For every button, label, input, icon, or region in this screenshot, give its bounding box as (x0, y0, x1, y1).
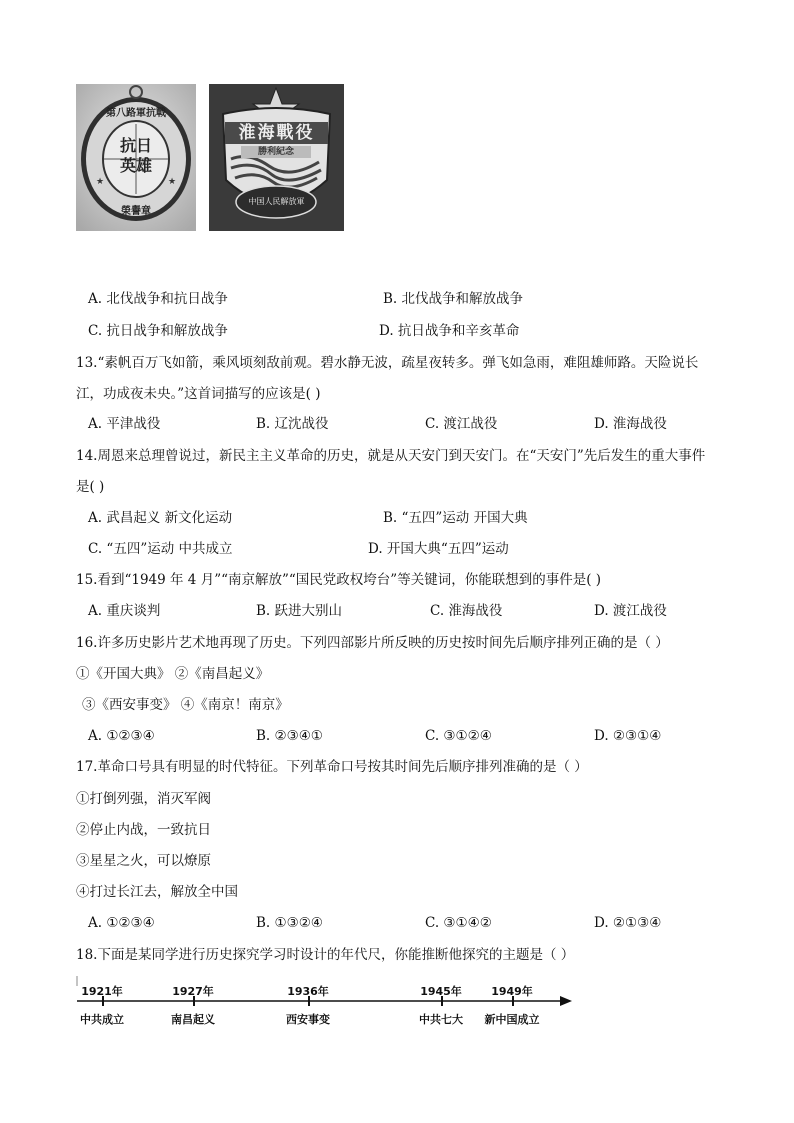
q17-option-b[interactable]: B. ①③②④ (256, 915, 323, 931)
q17-stem: 17.革命口号具有明显的时代特征。下列革命口号按其时间先后顺序排列准确的是（ ） (76, 759, 588, 775)
q16-option-d[interactable]: D. ②③①④ (594, 728, 662, 744)
timeline-event-label: 西安事变 (286, 1013, 330, 1026)
q17-item-3: ③星星之火，可以燎原 (76, 853, 211, 869)
huaihai-campaign-badge-image (209, 84, 344, 231)
badge1-ring-top-text: 第八路軍抗戰 (106, 108, 166, 119)
timeline-year-label: 1936年 (287, 985, 329, 998)
badge2-subtitle-text: 勝利紀念 (241, 146, 311, 158)
timeline-year-label: 1949年 (491, 985, 533, 998)
q14-stem-line2: 是( ) (76, 479, 105, 495)
badge1-ring-bottom-text: 榮譽章 (121, 206, 151, 217)
q14-option-c[interactable]: C. “五四”运动 中共成立 (88, 541, 233, 557)
timeline-year-label: 1921年 (81, 985, 123, 998)
q12-option-c[interactable]: C. 抗日战争和解放战争 (88, 323, 228, 339)
q16-items-line1: ①《开国大典》 ②《南昌起义》 (76, 666, 270, 682)
q17-option-a[interactable]: A. ①②③④ (88, 915, 155, 931)
q18-stem: 18.下面是某同学进行历史探究学习时设计的年代尺，你能推断他探究的主题是（ ） (76, 947, 575, 963)
q16-option-c[interactable]: C. ③①②④ (425, 728, 492, 744)
q12-option-a[interactable]: A. 北伐战争和抗日战争 (88, 291, 228, 307)
q12-option-d[interactable]: D. 抗日战争和辛亥革命 (379, 323, 520, 339)
q15-option-d[interactable]: D. 渡江战役 (594, 603, 667, 619)
badge2-title-text: 淮海戰役 (238, 123, 315, 143)
q17-option-c[interactable]: C. ③①④② (425, 915, 492, 931)
q14-stem-line1: 14.周恩来总理曾说过，新民主主义革命的历史，就是从天安门到天安门。在“天安门”先后发生的重大事件 (76, 448, 706, 464)
q13-option-a[interactable]: A. 平津战役 (88, 416, 161, 432)
q13-option-c[interactable]: C. 渡江战役 (425, 416, 498, 432)
q14-option-d[interactable]: D. 开国大典“五四”运动 (368, 541, 509, 557)
q14-option-a[interactable]: A. 武昌起义 新文化运动 (88, 510, 233, 526)
q17-item-2: ②停止内战，一致抗日 (76, 822, 211, 838)
q16-stem: 16.许多历史影片艺术地再现了历史。下列四部影片所反映的历史按时间先后顺序排列正确的是（ ） (76, 635, 669, 651)
timeline-event-label: 中共成立 (80, 1013, 124, 1026)
badge1-center-text: 抗日英雄 (119, 136, 152, 175)
q15-option-a[interactable]: A. 重庆谈判 (88, 603, 161, 619)
q16-option-a[interactable]: A. ①②③④ (88, 728, 155, 744)
q17-option-d[interactable]: D. ②①③④ (594, 915, 662, 931)
timeline-event-label: 新中国成立 (484, 1013, 540, 1026)
q15-stem: 15.看到“1949 年 4 月”“南京解放”“国民党政权垮台”等关键词，你能联想到的事件是( ) (76, 572, 602, 588)
q13-stem-line2: 江，功成夜未央。”这首词描写的应该是( ) (76, 386, 321, 402)
timeline-year-label: 1945年 (420, 985, 462, 998)
q13-option-d[interactable]: D. 淮海战役 (594, 416, 667, 432)
eighth-route-army-badge-image (76, 84, 196, 231)
q17-item-4: ④打过长江去，解放全中国 (76, 884, 238, 900)
timeline-event-label: 南昌起义 (171, 1013, 215, 1026)
q16-items-line2: ③《西安事变》 ④《南京！南京》 (82, 697, 289, 713)
timeline (74, 974, 574, 1030)
q15-option-b[interactable]: B. 跃进大别山 (256, 603, 343, 619)
q15-option-c[interactable]: C. 淮海战役 (430, 603, 503, 619)
timeline-year-label: 1927年 (172, 985, 214, 998)
svg-text:★: ★ (168, 177, 177, 187)
badge2-ribbon-text: 中国人民解放軍 (248, 197, 305, 206)
q12-option-b[interactable]: B. 北伐战争和解放战争 (383, 291, 524, 307)
q17-item-1: ①打倒列强，消灭军阀 (76, 791, 211, 807)
q16-option-b[interactable]: B. ②③④① (256, 728, 323, 744)
q13-stem-line1: 13.“素帆百万飞如箭，乘风顷刻敌前观。碧水静无波，疏星夜转多。弹飞如急雨，难阻雄师路。天险说长 (76, 355, 699, 371)
q13-option-b[interactable]: B. 辽沈战役 (256, 416, 329, 432)
svg-text:★: ★ (96, 177, 105, 187)
q14-option-b[interactable]: B. “五四”运动 开国大典 (383, 510, 528, 526)
timeline-event-label: 中共七大 (419, 1013, 463, 1026)
